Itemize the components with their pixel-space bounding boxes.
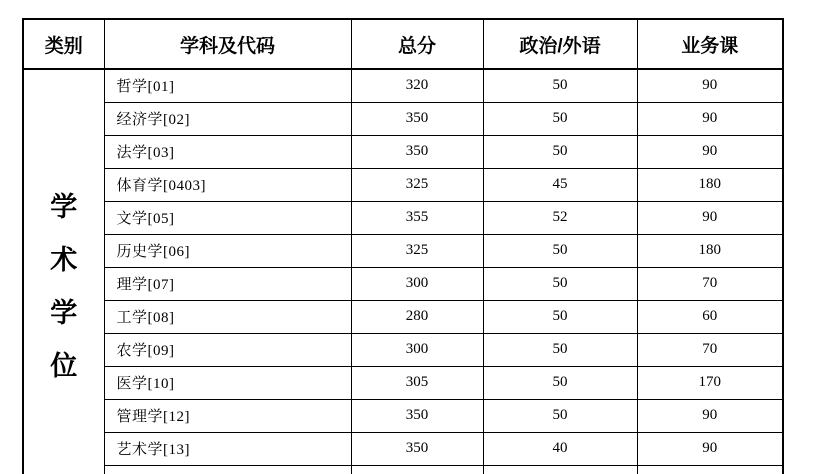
politics-foreign-cell: 50 (483, 333, 637, 366)
politics-foreign-cell: 45 (483, 168, 637, 201)
total-score-cell: 305 (351, 366, 483, 399)
total-score-cell: 350 (351, 102, 483, 135)
column-header-politics-foreign: 政治/外语 (483, 19, 637, 69)
column-header-professional-course: 业务课 (637, 19, 783, 69)
politics-foreign-cell: 52 (483, 201, 637, 234)
table-row (23, 234, 783, 267)
politics-foreign-cell: 50 (483, 399, 637, 432)
header-row (23, 19, 783, 69)
table-row (23, 366, 783, 399)
professional-course-cell: 70 (637, 333, 783, 366)
politics-foreign-cell (483, 465, 637, 474)
column-header-subject-code: 学科及代码 (104, 19, 351, 69)
subject-cell: 经济学[02] (104, 102, 351, 135)
subject-cell: 工学[08] (104, 300, 351, 333)
subject-cell: 哲学[01] (104, 69, 351, 102)
subject-cell: 艺术学[13] (104, 432, 351, 465)
table-row (23, 267, 783, 300)
professional-course-cell: 90 (637, 399, 783, 432)
total-score-cell (351, 465, 483, 474)
subject-cell: 理学[07] (104, 267, 351, 300)
politics-foreign-cell: 40 (483, 432, 637, 465)
table-row (23, 300, 783, 333)
table-row (23, 102, 783, 135)
category-vertical-label: 学 术 学 位 (50, 192, 78, 381)
professional-course-cell: 170 (637, 366, 783, 399)
subject-cell (104, 465, 351, 474)
total-score-cell: 325 (351, 168, 483, 201)
professional-course-cell: 60 (637, 300, 783, 333)
subject-cell: 医学[10] (104, 366, 351, 399)
politics-foreign-cell: 50 (483, 135, 637, 168)
subject-cell: 历史学[06] (104, 234, 351, 267)
subject-cell: 农学[09] (104, 333, 351, 366)
politics-foreign-cell: 50 (483, 267, 637, 300)
politics-foreign-cell: 50 (483, 300, 637, 333)
professional-course-cell (637, 465, 783, 474)
table-row (23, 432, 783, 465)
total-score-cell: 280 (351, 300, 483, 333)
professional-course-cell: 180 (637, 234, 783, 267)
professional-course-cell: 90 (637, 69, 783, 102)
subject-cell: 管理学[12] (104, 399, 351, 432)
table-row-cutoff (23, 465, 783, 474)
total-score-cell: 350 (351, 432, 483, 465)
politics-foreign-cell: 50 (483, 102, 637, 135)
total-score-cell: 350 (351, 135, 483, 168)
professional-course-cell: 70 (637, 267, 783, 300)
table-row (23, 69, 783, 102)
category-cell-academic-degree (23, 69, 104, 474)
score-line-table (22, 18, 784, 474)
subject-cell: 体育学[0403] (104, 168, 351, 201)
table-row (23, 135, 783, 168)
professional-course-cell: 180 (637, 168, 783, 201)
column-header-category: 类别 (23, 19, 104, 69)
total-score-cell: 300 (351, 333, 483, 366)
professional-course-cell: 90 (637, 102, 783, 135)
total-score-cell: 355 (351, 201, 483, 234)
subject-cell: 文学[05] (104, 201, 351, 234)
professional-course-cell: 90 (637, 135, 783, 168)
total-score-cell: 350 (351, 399, 483, 432)
professional-course-cell: 90 (637, 432, 783, 465)
table-row (23, 399, 783, 432)
table-row (23, 168, 783, 201)
subject-cell: 法学[03] (104, 135, 351, 168)
column-header-total-score: 总分 (351, 19, 483, 69)
politics-foreign-cell: 50 (483, 366, 637, 399)
total-score-cell: 300 (351, 267, 483, 300)
table-row (23, 333, 783, 366)
politics-foreign-cell: 50 (483, 234, 637, 267)
total-score-cell: 325 (351, 234, 483, 267)
professional-course-cell: 90 (637, 201, 783, 234)
table-row (23, 201, 783, 234)
politics-foreign-cell: 50 (483, 69, 637, 102)
total-score-cell: 320 (351, 69, 483, 102)
